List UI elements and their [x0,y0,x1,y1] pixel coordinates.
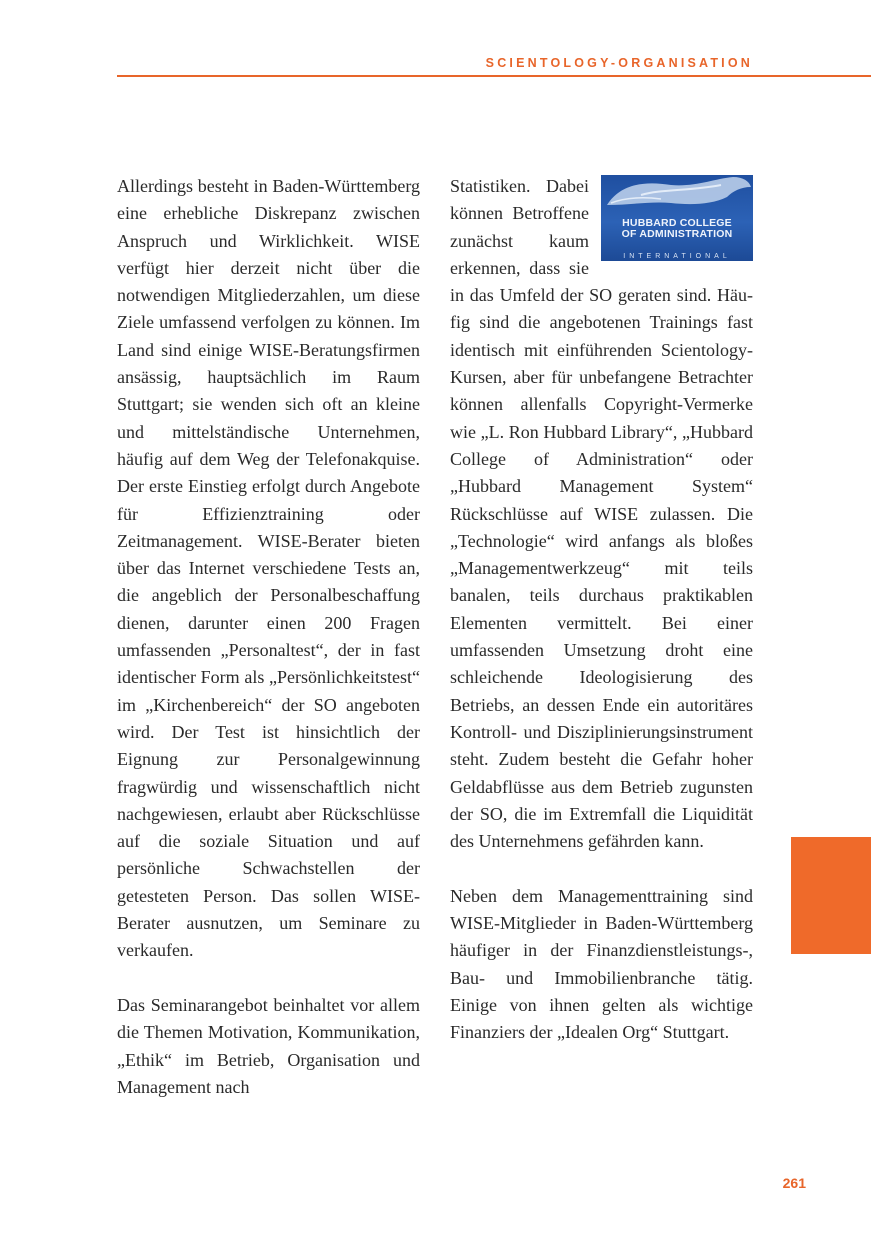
header-rule [117,75,871,77]
page-number: 261 [782,1175,806,1191]
logo-text-line1: HUBBARD COLLEGE [622,217,732,229]
body-paragraph: Neben dem Managementtraining sind WISE-Mitglieder in Baden-Württemberg häufiger in der Finanzdienstleistungs-, Bau- und Immobilienbranche tätig. Einige von ihnen gelten als wichtige Finanziers der „Idealen Org“ Stuttgart. [450,885,753,1043]
logo-text-line3: INTERNATIONAL [623,253,731,260]
left-column [117,173,420,1101]
hubbard-college-logo [601,175,753,261]
body-paragraph: Das Seminarangebot beinhaltet vor allem die Themen Motivation, Kommunikation, „Ethik“ im Betrieb, Organisation und Management nach [117,994,420,1097]
chapter-side-tab [791,837,871,954]
running-title: SCIENTOLOGY-ORGANISATION [485,56,753,70]
body-paragraph: Allerdings besteht in Baden-Württemberg eine erhebliche Diskrepanz zwischen Anspruch und Wirklichkeit. WISE verfügt hier derzeit nicht über die notwendigen Mitgliederzahlen, um diese Ziele umfassend verfolgen zu können. Im Land sind einige WISE-Beratungsfirmen ansässig, hauptsächlich im Raum Stuttgart; sie wenden sich oft an kleine und mittelständische Unternehmen, häufig auf dem Weg der Telefonakquise. Der erste Einstieg erfolgt durch Angebote für Effizienztraining oder Zeitmanagement. WISE-Berater bieten über das Internet verschiedene Tests an, die angeblich der Personalbeschaffung dienen, darunter einen 200 Fragen umfassenden „Personaltest“, der in fast identischer Form als „Persönlichkeitstest“ im „Kirchenbereich“ der SO angeboten wird. Der Test ist hinsichtlich der Eignung zur Personalgewinnung fragwürdig und wissenschaftlich nicht nachgewiesen, erlaubt aber Rückschlüsse auf die soziale Situation und auf persönliche Schwachstellen der getesteten Person. Das sollen WISE-Berater ausnutzen, um Seminare zu verkaufen. [117,176,420,961]
logo-text-line2: OF ADMINISTRATION [621,228,733,240]
body-text: Statistiken. Dabei können Betroffene zunächst kaum erkennen, dass sie in das Umfeld der SO geraten sind. Häufig sind die angebotenen Trainings fast identisch mit einführenden Scientology-Kursen, aber für unbefangene Betrachter können allenfalls Copyright-Vermerke wie „L. Ron Hubbard Library“, „Hubbard College of Administration“ oder „Hubbard Management System“ Rückschlüsse auf WISE zulassen. Die „Technologie“ wird anfangs als bloßes „Managementwerkzeug“ mit teils banalen, teils durchaus praktikablen Elementen vermittelt. Bei einer umfassenden Umsetzung droht eine schleichende Ideologisierung des Betriebs, an dessen Ende ein autoritäres Kontroll- und Disziplinierungsinstrument steht. Zudem besteht die Gefahr hoher Geldabflüsse aus dem Betrieb zugunsten der SO, die im Extremfall die Liquidität des Unternehmens gefährden kann. [450,176,753,852]
body-paragraph-with-figure [450,173,753,855]
right-column [450,173,753,1047]
